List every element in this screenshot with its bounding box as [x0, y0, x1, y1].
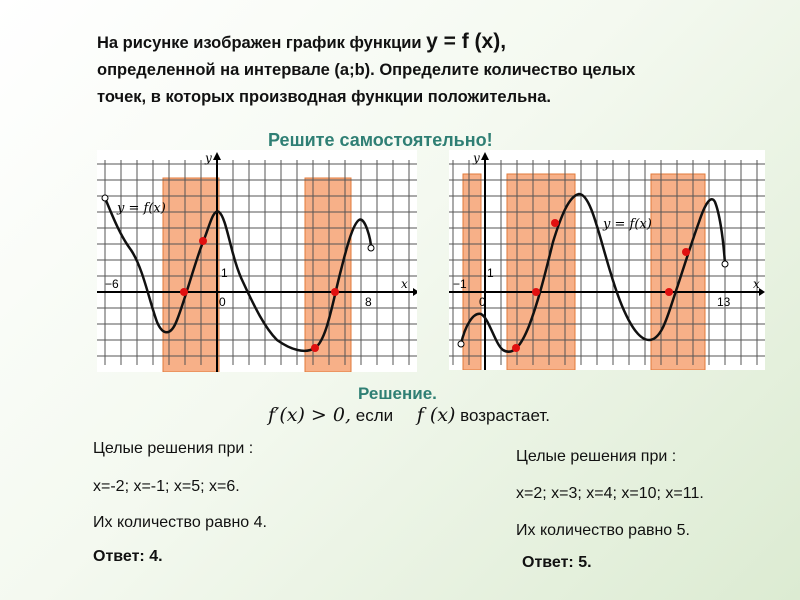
graph-a-tick-left: −6 — [105, 277, 119, 291]
graph-b-y-label: y — [473, 151, 480, 165]
graph-b-tick-one: 1 — [487, 266, 494, 280]
graph-b-open-endpoint-right — [722, 261, 728, 267]
graph-b-svg — [449, 150, 765, 370]
problem-statement — [97, 28, 777, 111]
graph-a-y-label: y — [205, 151, 212, 165]
graph-b-tick-zero: 0 — [479, 295, 486, 309]
problem-line-2: определенной на интервале (a;b). Определите количество целых — [97, 61, 636, 79]
graph-b-y-arrow — [481, 152, 489, 160]
graph-b-point-x10 — [665, 288, 673, 296]
graph-a — [97, 150, 417, 372]
right-count: Их количество равно 5. — [516, 522, 690, 539]
graph-b — [449, 150, 765, 370]
graph-a-point-x6 — [331, 288, 339, 296]
graph-b-x-arrow — [759, 288, 765, 296]
graph-a-tick-right: 8 — [365, 295, 372, 309]
graph-b-increase-band-3 — [651, 174, 705, 370]
graph-b-tick-right: 13 — [717, 295, 731, 309]
graph-b-point-x2 — [512, 344, 520, 352]
solution-condition — [268, 404, 550, 426]
left-answer: Ответ: 4. — [93, 548, 163, 565]
graph-a-point-x-2 — [180, 288, 188, 296]
graph-a-x-arrow — [413, 288, 417, 296]
problem-line-1-prefix: На рисунке изображен график функции — [97, 34, 422, 52]
condition-tail: возрастает. — [460, 406, 550, 425]
graph-a-open-endpoint-right — [368, 245, 374, 251]
condition-if: если — [355, 406, 394, 425]
left-intro: Целые решения при : — [93, 440, 254, 457]
problem-line-3: точек, в которых производная функции положительна. — [97, 88, 551, 106]
problem-line-1 — [97, 28, 777, 57]
left-count: Их количество равно 4. — [93, 514, 267, 531]
graph-b-tick-left: −1 — [453, 277, 467, 291]
graph-a-tick-zero: 0 — [219, 295, 226, 309]
right-answer-block — [516, 448, 796, 588]
derivative-formula: f′(x) > 0, — [268, 404, 352, 426]
solve-self-heading: Решите самостоятельно! — [268, 130, 493, 150]
graph-b-point-x4 — [551, 219, 559, 227]
problem-function: y = f (x), — [426, 30, 507, 53]
graph-a-y-arrow — [213, 152, 221, 160]
graph-a-svg — [97, 150, 417, 372]
right-intro: Целые решения при : — [516, 448, 677, 465]
graph-b-open-endpoint-left — [458, 341, 464, 347]
solution-title: Решение. — [358, 384, 437, 403]
right-values: x=2; x=3; x=4; x=10; x=11. — [516, 485, 704, 502]
graph-b-curve-label: y = f(x) — [603, 217, 652, 232]
graph-b-point-x11 — [682, 248, 690, 256]
graph-a-tick-one: 1 — [221, 266, 228, 280]
graph-a-point-x-1 — [199, 237, 207, 245]
left-answer-block — [93, 440, 413, 590]
left-values: x=-2; x=-1; x=5; x=6. — [93, 478, 240, 495]
condition-function: f (x) — [416, 404, 456, 426]
graph-a-increase-band-2 — [305, 178, 351, 372]
graph-a-point-x5 — [311, 344, 319, 352]
graph-a-x-label: x — [401, 277, 408, 291]
graph-b-increase-band-1 — [463, 174, 481, 370]
graph-a-open-endpoint-left — [102, 195, 108, 201]
graph-b-point-x3 — [532, 288, 540, 296]
right-answer: Ответ: 5. — [522, 554, 592, 571]
graph-b-x-label: x — [753, 277, 760, 291]
graph-a-curve-label: y = f(x) — [117, 201, 166, 216]
graph-a-grid — [97, 160, 417, 365]
